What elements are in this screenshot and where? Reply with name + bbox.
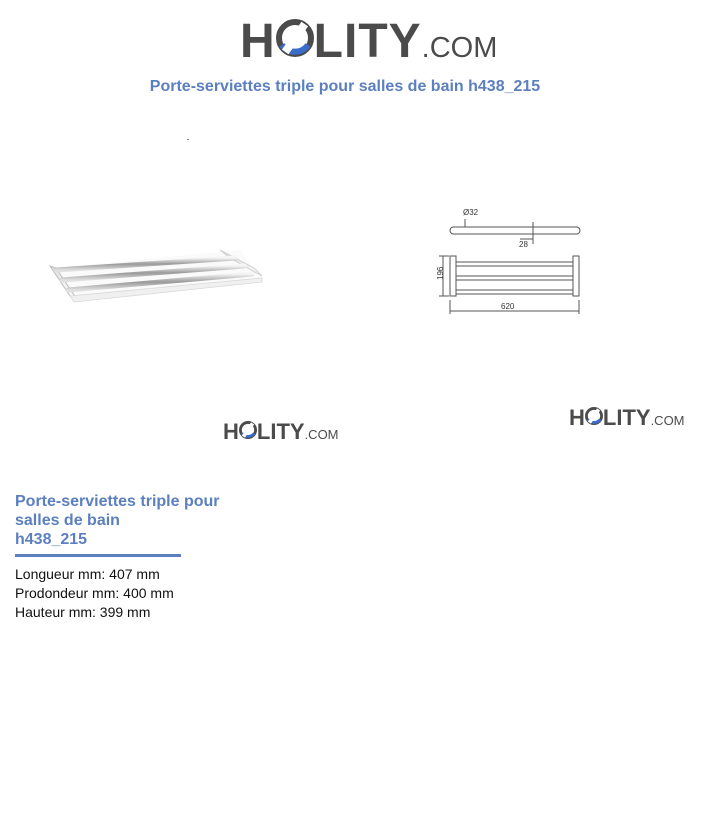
holity-logo-small (569, 405, 685, 431)
product-specs (15, 565, 174, 622)
logo-text-h: H (240, 15, 276, 68)
logo-text-com: .COM (650, 413, 685, 428)
product-title (15, 492, 255, 549)
logo-text-lity: LITY (313, 15, 422, 68)
spec-height: Hauteur mm: 399 mm (15, 604, 151, 620)
logo-o-icon (276, 19, 314, 57)
product-title-line: h438_215 (15, 531, 88, 548)
title-underline (15, 554, 181, 557)
spec-length: Longueur mm: 407 mm (15, 566, 160, 582)
logo-text-com: .COM (304, 427, 339, 442)
technical-drawing (425, 200, 590, 318)
logo-text-com: .COM (421, 32, 498, 64)
width-label: 620 (501, 302, 515, 311)
stray-dot (187, 139, 189, 140)
logo-o-icon (239, 421, 257, 439)
logo-text-h: H (569, 405, 585, 430)
holity-logo[interactable] (240, 14, 497, 69)
diameter-label: Ø32 (463, 208, 479, 217)
holity-logo-small (223, 419, 339, 445)
logo-text-lity: LITY (256, 419, 305, 444)
page-title: Porte-serviettes triple pour salles de bain h438_215 (149, 78, 541, 95)
logo-text-lity: LITY (602, 405, 651, 430)
spec-depth: Prodondeur mm: 400 mm (15, 585, 174, 601)
product-photo (40, 238, 270, 310)
logo-text-h: H (223, 419, 239, 444)
product-title-line: Porte-serviettes triple pour (15, 493, 220, 510)
height-label: 196 (436, 266, 445, 280)
depth-label: 28 (519, 240, 528, 249)
product-title-line: salles de bain (15, 512, 120, 529)
logo-o-icon (585, 407, 603, 425)
